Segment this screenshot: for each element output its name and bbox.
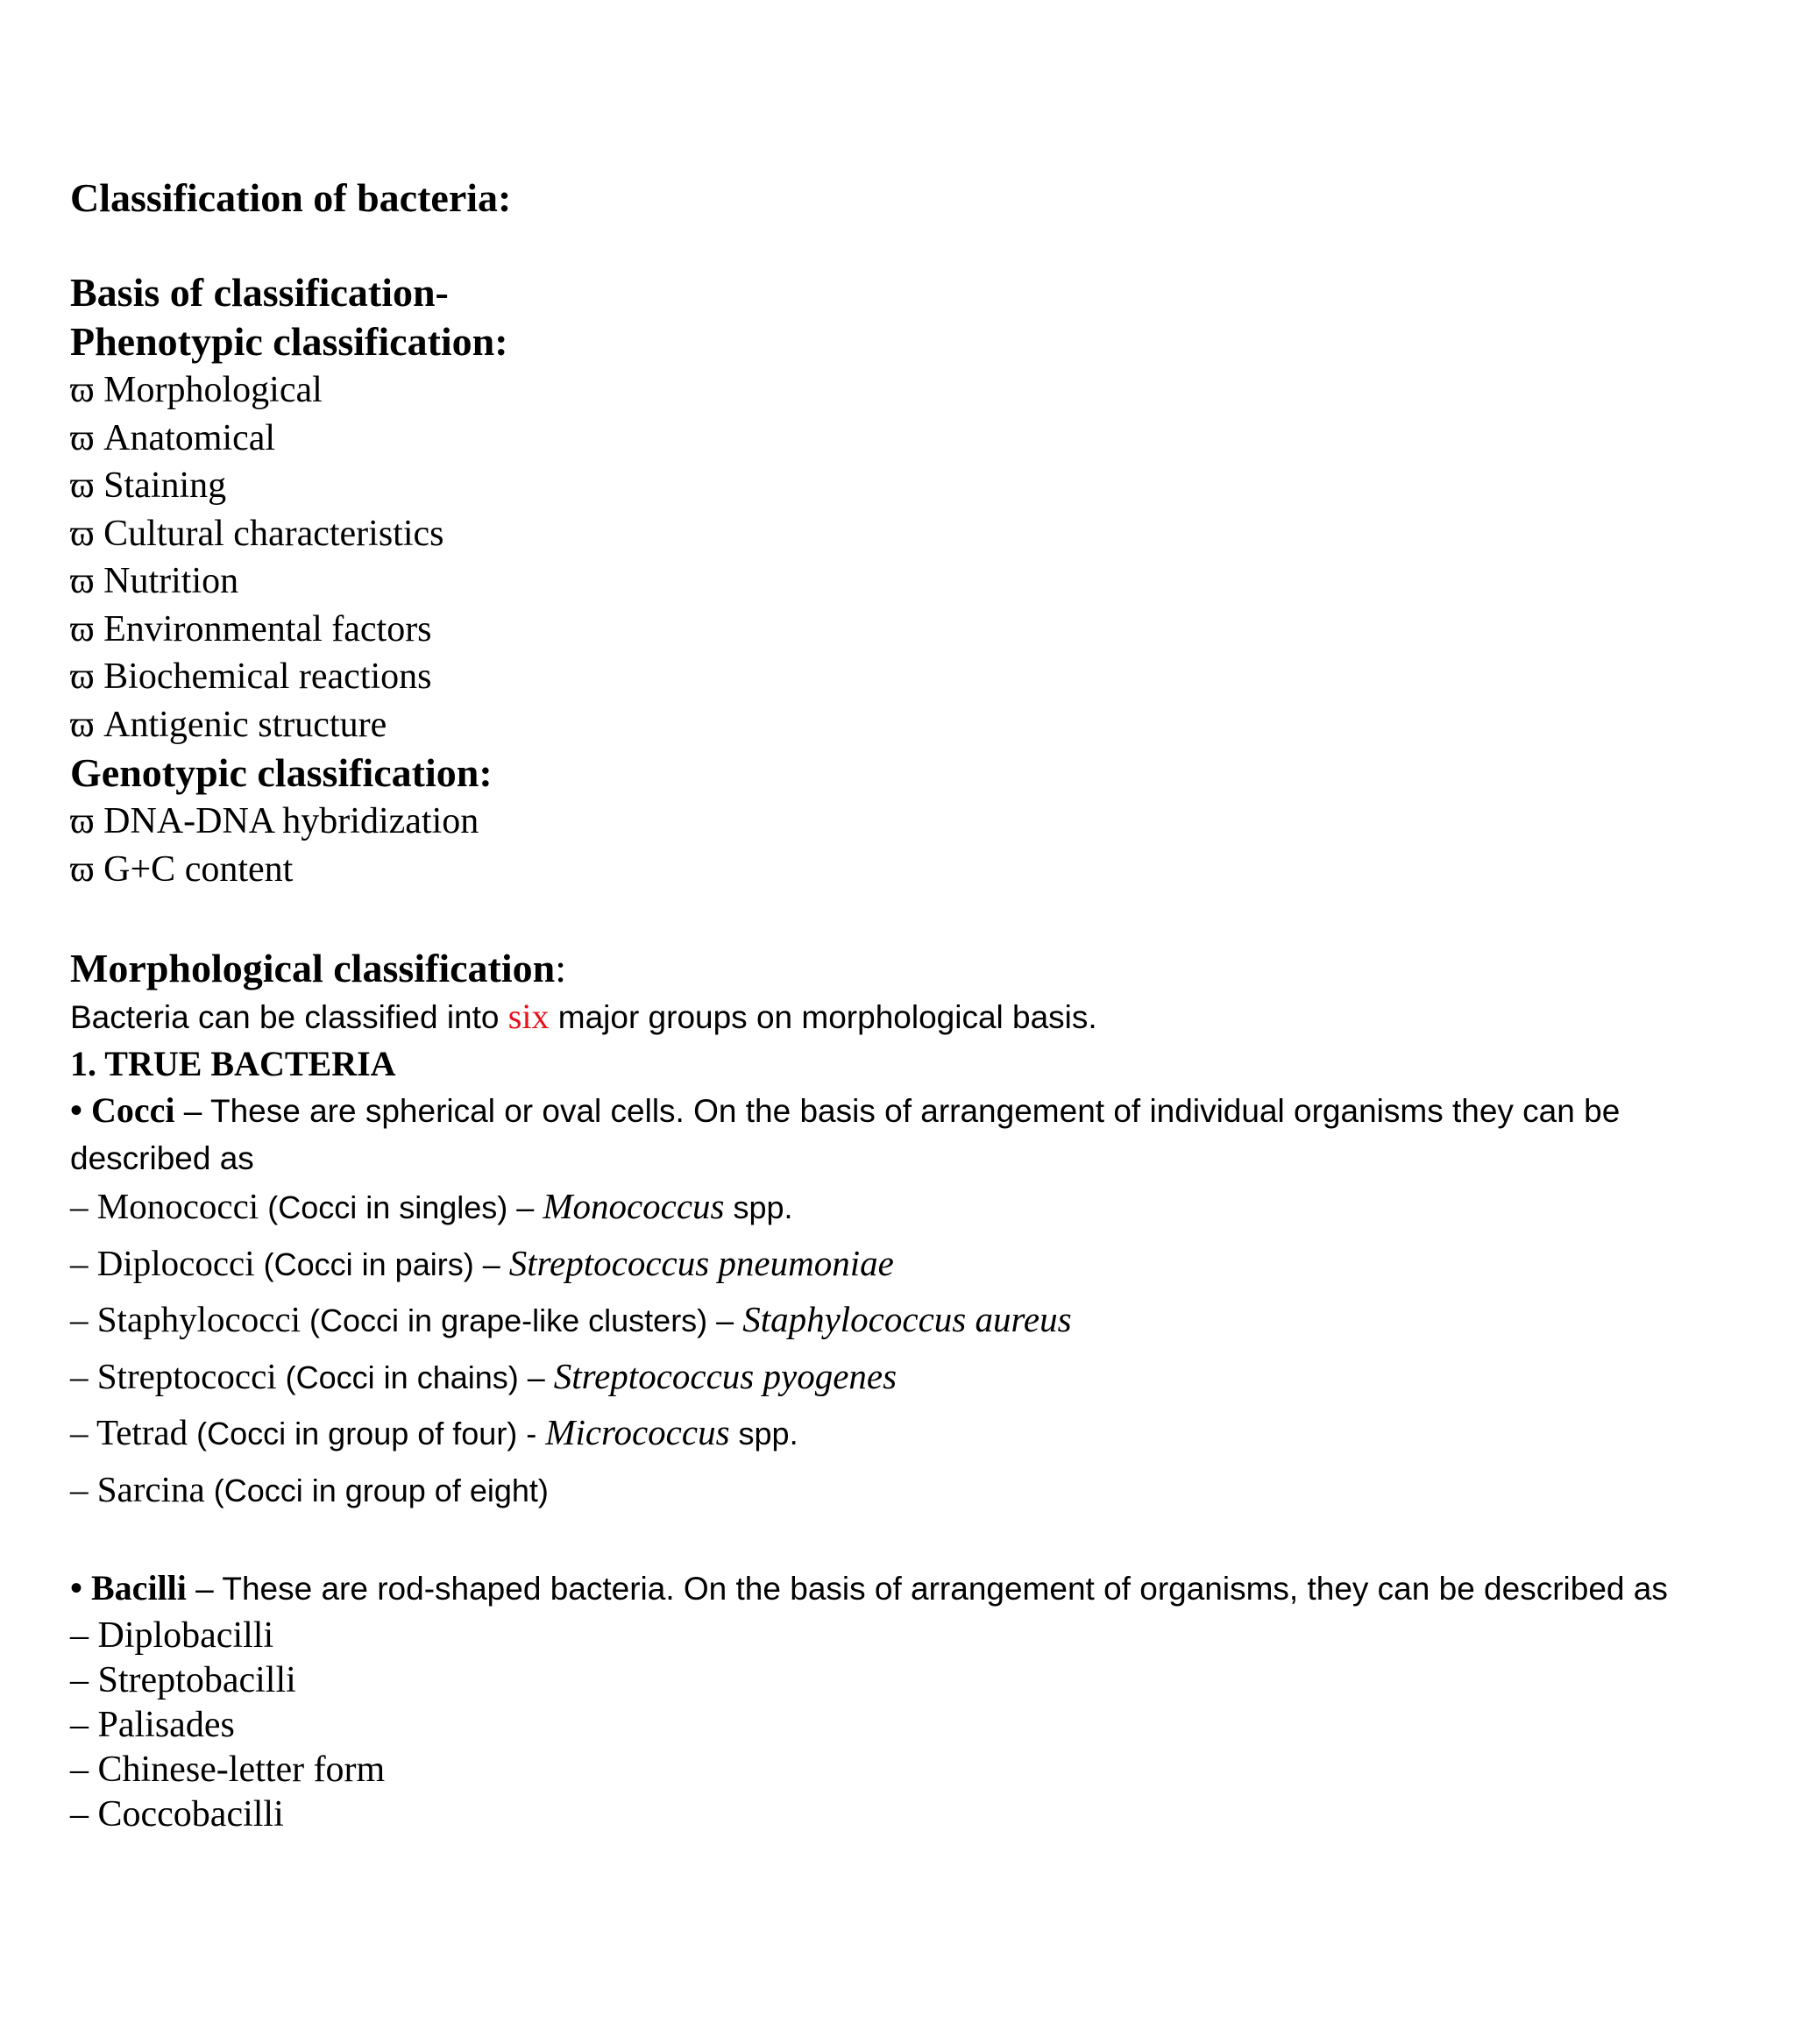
list-item-text: Biochemical reactions <box>103 656 432 697</box>
pi-bullet-icon: ϖ <box>70 513 95 554</box>
pi-bullet-icon: ϖ <box>70 608 95 649</box>
item-lead: – Sarcina <box>70 1468 205 1509</box>
spacer <box>70 1522 1735 1564</box>
item-desc: (Cocci in group of four) - <box>188 1416 546 1451</box>
pi-bullet-icon: ϖ <box>70 848 95 890</box>
list-item <box>70 462 1735 510</box>
pi-bullet-icon: ϖ <box>70 465 95 506</box>
bacilli-description <box>70 1564 1735 1614</box>
list-item-text: Cultural characteristics <box>103 513 444 554</box>
list-item <box>70 1466 1735 1522</box>
list-item <box>70 1239 1735 1296</box>
intro-text: Bacteria can be classified into <box>70 999 508 1035</box>
intro-highlight: six <box>507 997 550 1036</box>
morphological-heading <box>70 944 1735 993</box>
item-desc: (Cocci in grape-like clusters) – <box>301 1302 743 1338</box>
item-lead: – Diplococci <box>70 1242 255 1283</box>
item-desc: (Cocci in pairs) – <box>254 1246 509 1282</box>
item-example: Streptococcus pneumoniae <box>508 1242 894 1283</box>
morphological-intro <box>70 993 1735 1041</box>
list-item <box>70 1295 1735 1352</box>
pi-bullet-icon: ϖ <box>70 801 95 841</box>
phenotypic-heading: Phenotypic classification: <box>70 319 508 364</box>
pi-bullet-icon: ϖ <box>70 417 95 458</box>
list-item <box>70 1182 1735 1239</box>
list-item-text: G+C content <box>103 848 294 890</box>
spacer <box>70 223 1735 268</box>
list-item <box>70 366 1735 415</box>
dash: – <box>186 1571 223 1607</box>
true-bacteria-heading: 1. TRUE BACTERIA <box>70 1044 396 1083</box>
item-suffix: spp. <box>724 1189 793 1225</box>
item-example: Streptococcus pyogenes <box>553 1355 898 1396</box>
item-lead: – Staphylococci <box>70 1299 302 1339</box>
list-item <box>70 653 1735 701</box>
list-item-text: Antigenic structure <box>103 704 387 745</box>
list-item-text: Morphological <box>103 370 323 410</box>
dash: – <box>174 1093 210 1129</box>
item-desc: (Cocci in group of eight) <box>204 1472 549 1508</box>
spacer <box>70 893 1735 944</box>
item-example: Micrococcus <box>545 1412 730 1452</box>
item-desc: (Cocci in chains) – <box>276 1359 554 1395</box>
list-item: – Coccobacilli <box>70 1794 284 1835</box>
list-item <box>70 557 1735 606</box>
item-desc: (Cocci in singles) – <box>259 1189 543 1225</box>
item-suffix: spp. <box>729 1416 798 1451</box>
list-item <box>70 606 1735 654</box>
item-example: Monococcus <box>543 1186 725 1226</box>
intro-text: major groups on morphological basis. <box>549 999 1097 1035</box>
list-item-text: Anatomical <box>103 417 276 458</box>
list-item-text: Environmental factors <box>103 608 432 649</box>
cocci-list <box>70 1182 1735 1522</box>
list-item <box>70 798 1735 846</box>
page-title: Classification of bacteria: <box>70 175 512 220</box>
item-lead: – Tetrad <box>70 1412 188 1452</box>
item-example: Staphylococcus aureus <box>742 1299 1072 1339</box>
heading-colon: : <box>555 946 567 990</box>
morphological-heading-text: Morphological classification <box>70 946 556 990</box>
list-item: – Streptobacilli <box>70 1660 296 1700</box>
list-item <box>70 701 1735 749</box>
basis-heading: Basis of classification- <box>70 270 449 315</box>
list-item <box>70 1352 1735 1409</box>
genotypic-list <box>70 798 1735 893</box>
list-item <box>70 1409 1735 1466</box>
description-text: These are rod-shaped bacteria. On the basis of arrangement of organisms, they can be described as <box>222 1571 1668 1607</box>
list-item-text: Nutrition <box>103 561 239 601</box>
list-item-text: Staining <box>103 465 227 506</box>
list-item <box>70 846 1735 894</box>
cocci-description <box>70 1087 1735 1182</box>
genotypic-heading: Genotypic classification: <box>70 750 493 795</box>
item-lead: – Monococci <box>70 1186 259 1226</box>
pi-bullet-icon: ϖ <box>70 370 95 410</box>
list-item: – Palisades <box>70 1705 235 1745</box>
list-item-text: DNA-DNA hybridization <box>103 801 479 841</box>
item-lead: – Streptococci <box>70 1355 277 1396</box>
description-text: These are spherical or oval cells. On the basis of arrangement of individual organisms they can be described as <box>70 1093 1621 1176</box>
bacilli-list <box>70 1614 1735 1837</box>
list-item: – Chinese-letter form <box>70 1749 386 1790</box>
document-page <box>70 149 1735 1837</box>
bacilli-label: • Bacilli <box>70 1568 187 1608</box>
list-item <box>70 415 1735 463</box>
list-item: – Diplobacilli <box>70 1615 274 1656</box>
phenotypic-list <box>70 366 1735 749</box>
cocci-label: • Cocci <box>70 1090 175 1130</box>
list-item <box>70 510 1735 558</box>
pi-bullet-icon: ϖ <box>70 561 95 601</box>
pi-bullet-icon: ϖ <box>70 656 95 697</box>
pi-bullet-icon: ϖ <box>70 704 95 745</box>
